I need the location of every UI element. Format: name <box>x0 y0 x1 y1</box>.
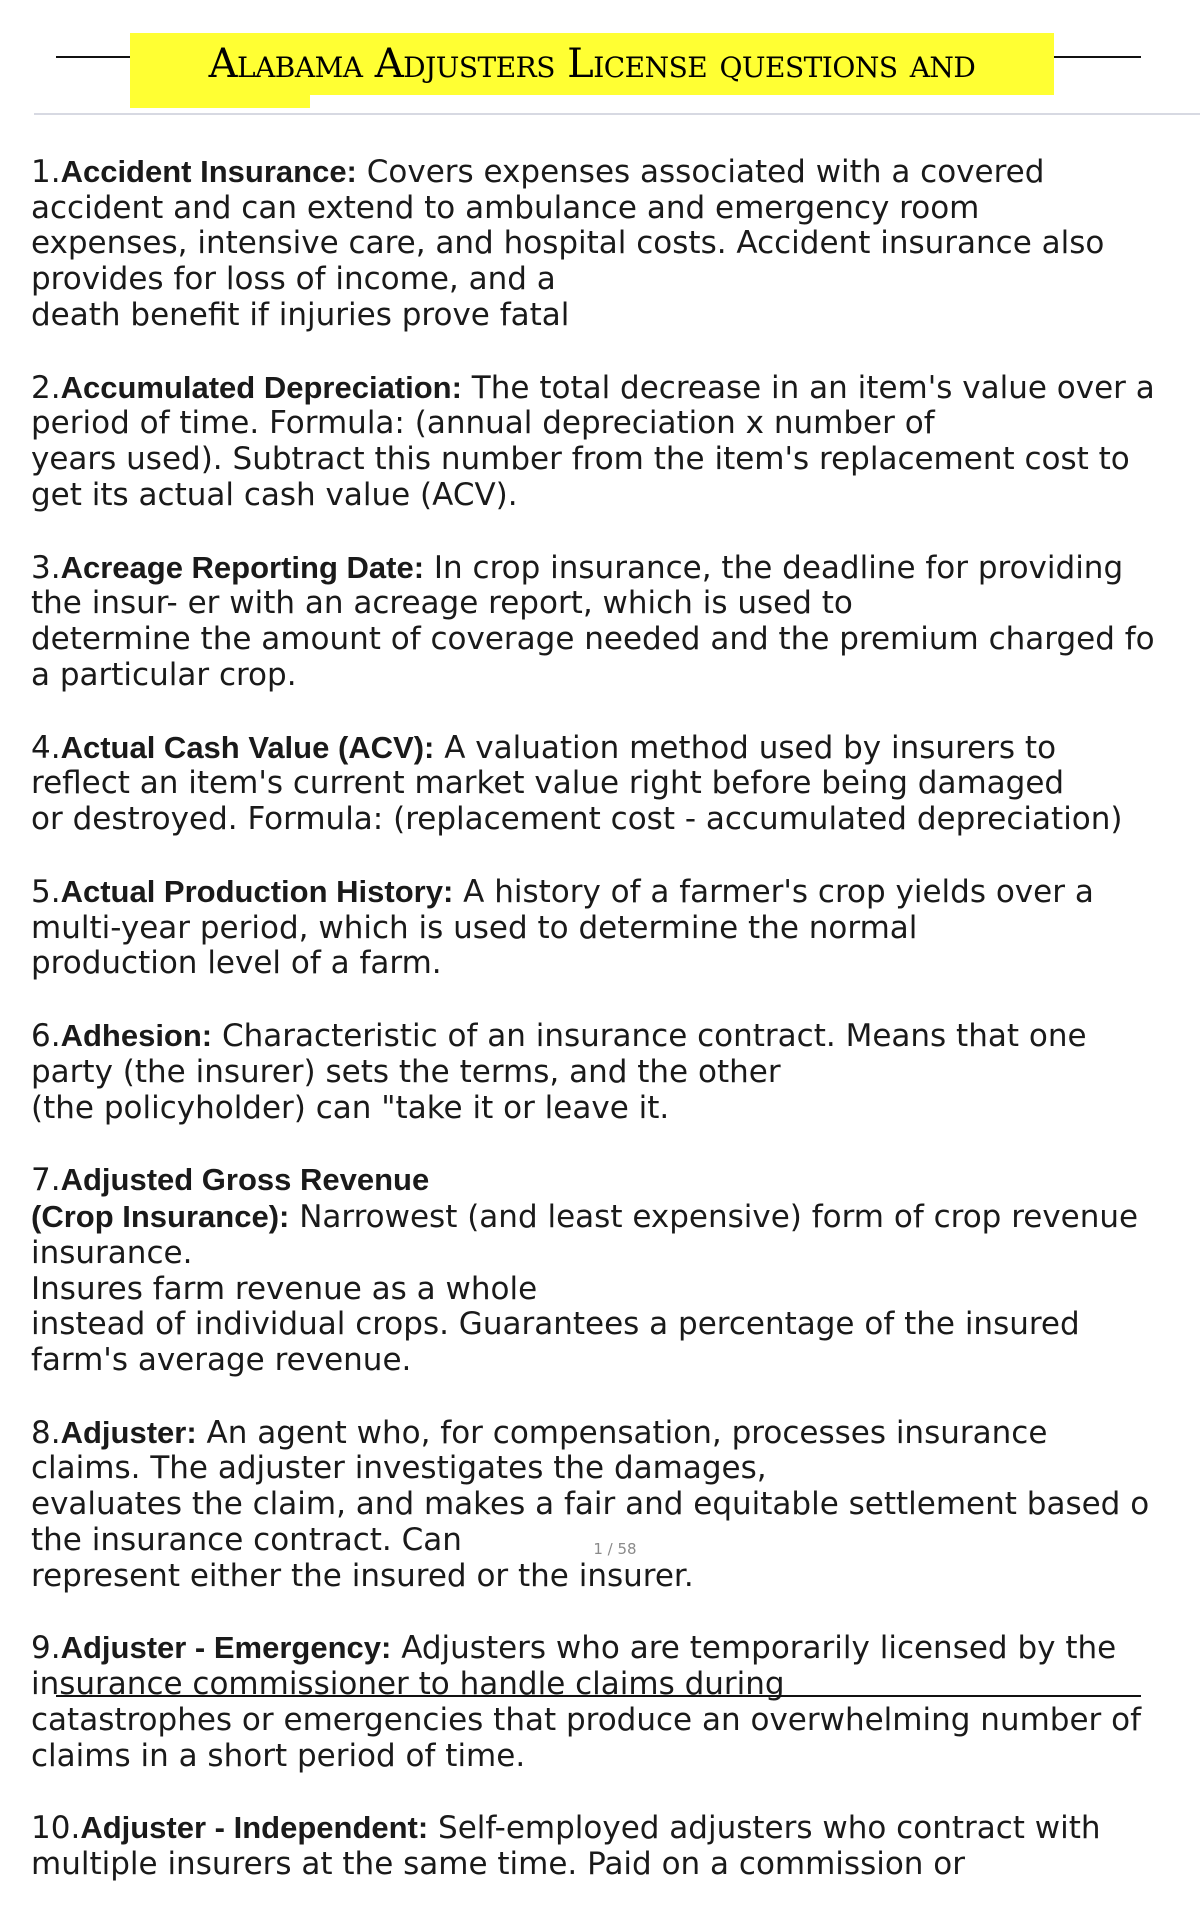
glossary-entry <box>31 1162 1200 1379</box>
entry-term: Adjuster - Emergency: <box>60 1630 392 1666</box>
entry-definition: An agent who, for compensation, processes insurance claims. The adjuster investigates the damages, evaluates the claim, and makes a fair and equitable settlement based o the insurance contract. Can represent either the insured or the insurer. <box>31 1414 1150 1594</box>
glossary-entry <box>31 550 1200 694</box>
entry-term: Actual Production History: <box>60 873 454 909</box>
document-title: Alabama Adjusters License questions and <box>208 41 976 87</box>
glossary-entry <box>31 1810 1200 1883</box>
entry-number: 10. <box>31 1810 81 1847</box>
entry-definition: Self-employed adjusters who contract with multiple insurers at the same time. Paid on a commission or <box>31 1810 1101 1883</box>
glossary-entry <box>31 730 1200 838</box>
glossary-entry <box>31 1415 1200 1595</box>
entry-number: 1. <box>31 153 61 190</box>
entry-definition: In crop insurance, the deadline for providing the insur- er with an acreage report, which is used to determine the amount of coverage needed and the premium charged fo a particular crop. <box>31 549 1155 693</box>
entry-definition: The total decrease in an item's value over a period of time. Formula: (annual depreciation x number of years used). Subtract this number from the item's replacement cost to get its actual cash value (ACV). <box>31 369 1155 513</box>
entry-term: Actual Cash Value (ACV): <box>60 729 435 765</box>
entry-number: 7. <box>31 1162 61 1199</box>
entry-definition: Characteristic of an insurance contract. Means that one party (the insurer) sets the terms, and the other (the policyholder) can "take it or leave it. <box>31 1017 1087 1126</box>
entry-number: 8. <box>31 1414 61 1451</box>
entry-term: Adjusted Gross Revenue (Crop Insurance): <box>31 1162 430 1234</box>
entry-number: 4. <box>31 729 61 766</box>
entry-term: Accumulated Depreciation: <box>60 369 462 405</box>
entry-definition: A history of a farmer's crop yields over a multi-year period, which is used to determine the normal production level of a farm. <box>31 873 1094 982</box>
entry-term: Acreage Reporting Date: <box>60 549 425 585</box>
entry-definition: Narrowest (and least expensive) form of crop revenue insurance. Insures farm revenue as a whole instead of individual crops. Guarantees a percentage of the insured farm's average revenue. <box>31 1198 1139 1379</box>
footer-rule <box>56 1695 1141 1697</box>
entry-term: Accident Insurance: <box>60 153 357 189</box>
glossary-list <box>31 118 1200 1919</box>
entry-term: Adhesion: <box>60 1017 213 1053</box>
glossary-entry <box>31 1630 1200 1774</box>
entry-definition: A valuation method used by insurers to reflect an item's current market value right before being damaged or destroyed. Formula: (replacement cost - accumulated depreciation) <box>31 729 1123 838</box>
page-indicator: 1 / 58 <box>593 1540 637 1558</box>
title-divider <box>34 113 1200 115</box>
glossary-entry <box>31 370 1200 514</box>
entry-number: 6. <box>31 1017 61 1054</box>
title-highlight <box>130 33 1054 95</box>
glossary-entry <box>31 874 1200 982</box>
entry-number: 9. <box>31 1630 61 1667</box>
glossary-entry <box>31 1018 1200 1126</box>
entry-term: Adjuster - Independent: <box>80 1810 429 1846</box>
entry-definition: Adjusters who are temporarily licensed by the insurance commissioner to handle claims during catastrophes or emergencies that produce an overwhelming number of claims in a short period of time. <box>31 1630 1142 1774</box>
entry-number: 2. <box>31 369 61 406</box>
entry-term: Adjuster: <box>60 1414 197 1450</box>
entry-number: 5. <box>31 873 61 910</box>
glossary-entry <box>31 154 1200 334</box>
entry-definition: Covers expenses associated with a covered accident and can extend to ambulance and emergency room expenses, intensive care, and hospital costs. Accident insurance also provides for loss of income, and a death benefit if injuries prove fatal <box>31 153 1105 333</box>
entry-number: 3. <box>31 549 61 586</box>
